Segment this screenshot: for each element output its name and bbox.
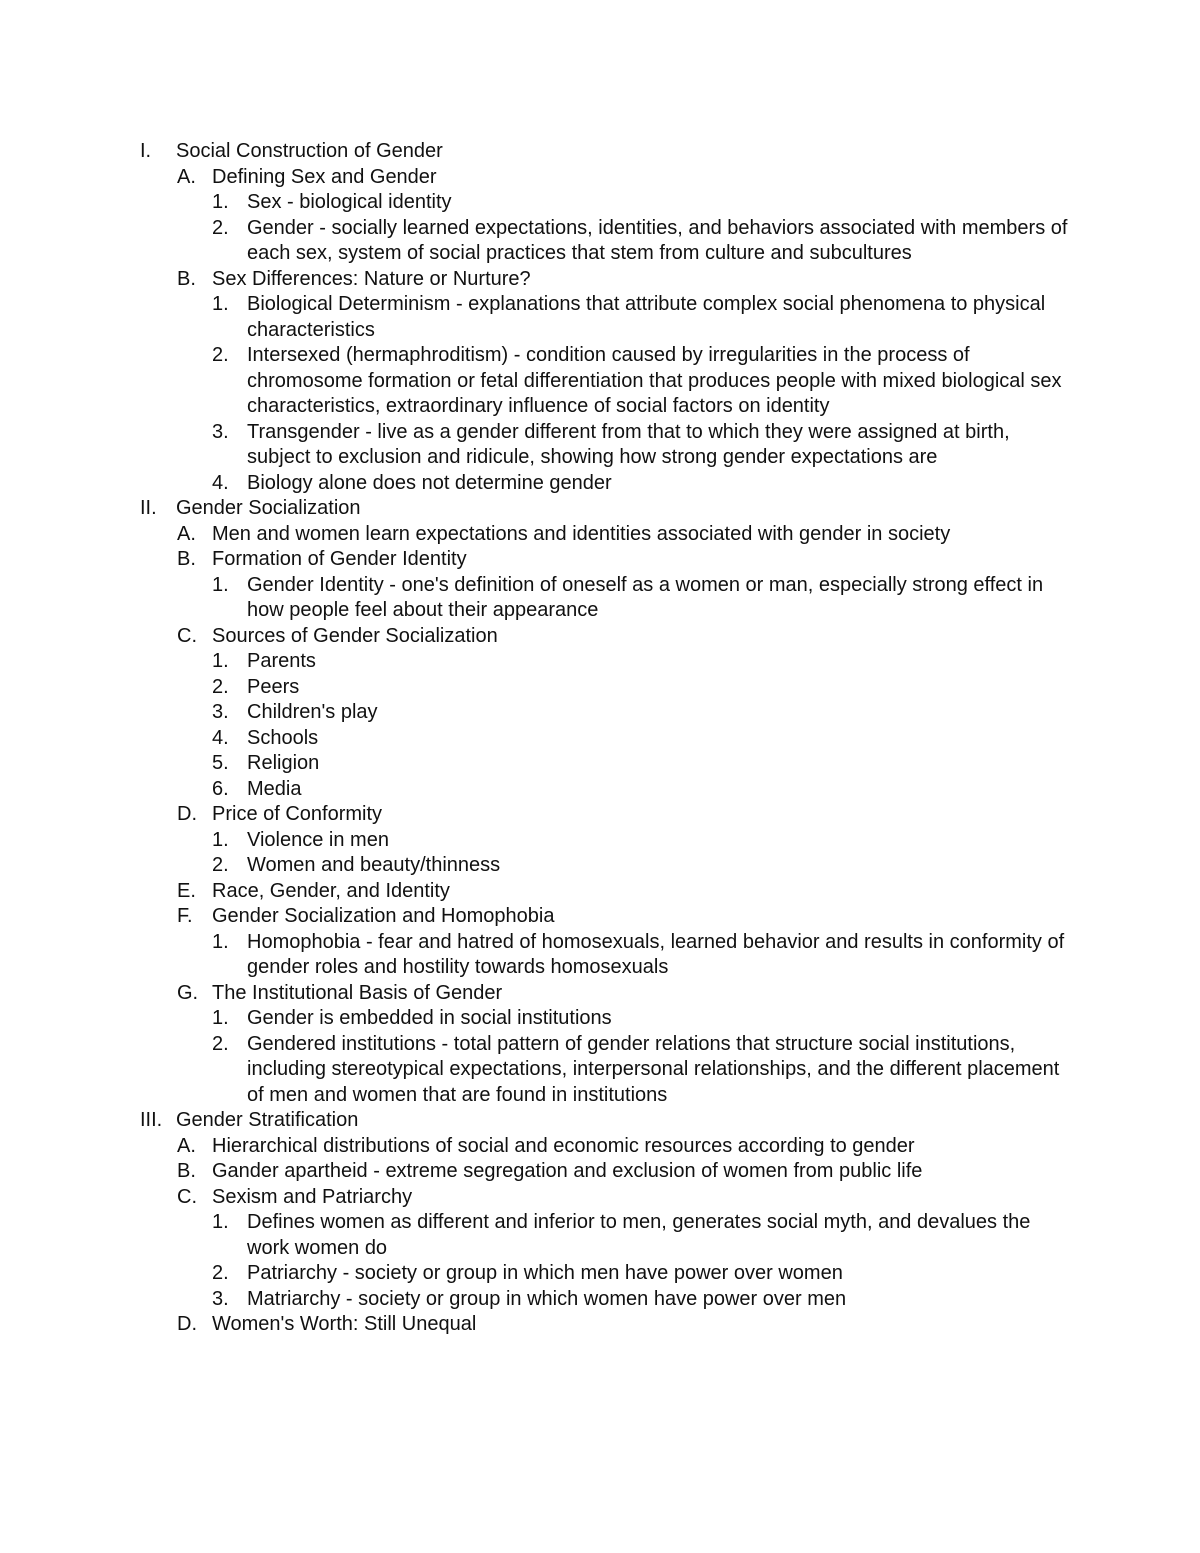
outline-item-level-3: [0, 420, 1200, 471]
outline-marker: 1.: [212, 930, 229, 953]
outline-marker: 4.: [212, 726, 229, 749]
outline-text: Children's play: [247, 701, 378, 723]
outline-text: Intersexed (hermaphroditism) - condition caused by irregularities in the process of chromosome formation or fetal differentiation that produces people with mixed biological sex characteristics, extraordinary influence of social factors on identity: [247, 344, 1062, 417]
outline-marker: 2.: [212, 854, 229, 876]
outline-marker: 2.: [212, 1262, 229, 1284]
outline-text: Gender is embedded in social institutions: [247, 1007, 612, 1029]
outline-marker: B.: [177, 1160, 196, 1182]
outline-text: Religion: [247, 752, 320, 774]
outline-text: Social Construction of Gender: [176, 140, 443, 162]
outline-marker: A.: [177, 1134, 196, 1157]
outline-text: Gendered institutions - total pattern of gender relations that structure social institutions, including stereotypical expectations, interpersonal relationships, and the different placement of men and women that are found in institutions: [247, 1032, 1060, 1106]
outline-marker: 1.: [212, 293, 229, 315]
outline-item-level-2: [0, 624, 1200, 650]
outline-item-level-3: [0, 828, 1200, 854]
outline-marker: 2.: [212, 1032, 229, 1055]
outline-text: Gander apartheid - extreme segregation and exclusion of women from public life: [212, 1160, 923, 1182]
outline-item-level-3: [0, 471, 1200, 497]
outline-item-level-2: [0, 1185, 1200, 1211]
outline-document: [0, 139, 1200, 1338]
outline-marker: 3.: [212, 1287, 229, 1310]
outline-text: Gender Socialization: [176, 497, 361, 519]
outline-item-level-3: [0, 700, 1200, 726]
outline-marker: 1.: [212, 1007, 229, 1029]
outline-item-level-3: [0, 649, 1200, 675]
outline-marker: D.: [177, 1313, 197, 1335]
outline-marker: 4.: [212, 471, 229, 494]
outline-text: Race, Gender, and Identity: [212, 879, 450, 902]
outline-text: Sex Differences: Nature or Nurture?: [212, 267, 531, 290]
outline-item-level-2: [0, 547, 1200, 573]
outline-text: Defining Sex and Gender: [212, 165, 437, 188]
outline-marker: 1.: [212, 828, 229, 851]
outline-item-level-2: [0, 1312, 1200, 1338]
outline-item-level-2: [0, 1159, 1200, 1185]
outline-item-level-3: [0, 1032, 1200, 1109]
outline-text: Parents: [247, 650, 316, 672]
outline-item-level-3: [0, 573, 1200, 624]
outline-text: Gender Socialization and Homophobia: [212, 905, 555, 927]
outline-marker: 2.: [212, 675, 229, 698]
outline-item-level-3: [0, 1210, 1200, 1261]
outline-item-level-2: [0, 981, 1200, 1007]
outline-item-level-2: [0, 802, 1200, 828]
outline-marker: 2.: [212, 344, 229, 366]
outline-marker: 1.: [212, 573, 229, 596]
outline-text: Sexism and Patriarchy: [212, 1185, 413, 1208]
outline-marker: 3.: [212, 701, 229, 723]
outline-item-level-2: [0, 904, 1200, 930]
outline-marker: I.: [140, 140, 152, 162]
outline-item-level-1: [0, 1108, 1200, 1134]
outline-marker: F.: [177, 905, 193, 927]
outline-text: Defines women as different and inferior to men, generates social myth, and devalues the work women do: [247, 1211, 1031, 1259]
outline-item-level-1: [0, 139, 1200, 165]
outline-text: Schools: [247, 726, 319, 749]
outline-item-level-3: [0, 675, 1200, 701]
outline-text: Transgender - live as a gender different from that to which they were assigned at birth, subject to exclusion and ridicule, showing how strong gender expectations are: [247, 420, 1010, 468]
outline-item-level-3: [0, 1261, 1200, 1287]
outline-text: Peers: [247, 675, 300, 698]
outline-text: Women and beauty/thinness: [247, 854, 501, 876]
outline-item-level-3: [0, 777, 1200, 803]
outline-item-level-3: [0, 1006, 1200, 1032]
outline-marker: C.: [177, 1185, 197, 1208]
outline-item-level-3: [0, 190, 1200, 216]
outline-item-level-1: [0, 496, 1200, 522]
outline-text: Sources of Gender Socialization: [212, 624, 498, 647]
outline-text: Hierarchical distributions of social and economic resources according to gender: [212, 1134, 915, 1157]
outline-item-level-3: [0, 292, 1200, 343]
outline-marker: A.: [177, 165, 196, 188]
outline-marker: 2.: [212, 216, 229, 239]
outline-marker: 3.: [212, 420, 229, 443]
outline-marker: B.: [177, 267, 196, 290]
outline-text: Sex - biological identity: [247, 191, 452, 213]
outline-text: Biology alone does not determine gender: [247, 471, 612, 494]
outline-item-level-3: [0, 751, 1200, 777]
outline-text: Price of Conformity: [212, 803, 383, 825]
outline-marker: B.: [177, 548, 196, 570]
outline-marker: 6.: [212, 777, 229, 800]
outline-marker: D.: [177, 803, 197, 825]
outline-text: Media: [247, 777, 302, 800]
outline-item-level-3: [0, 1287, 1200, 1313]
outline-item-level-2: [0, 267, 1200, 293]
outline-item-level-3: [0, 343, 1200, 420]
outline-marker: A.: [177, 522, 196, 545]
outline-item-level-3: [0, 853, 1200, 879]
outline-marker: C.: [177, 624, 197, 647]
outline-marker: E.: [177, 879, 196, 902]
outline-text: Matriarchy - society or group in which women have power over men: [247, 1287, 847, 1310]
outline-text: Patriarchy - society or group in which men have power over women: [247, 1262, 843, 1284]
outline-text: Women's Worth: Still Unequal: [212, 1313, 477, 1335]
outline-item-level-2: [0, 879, 1200, 905]
outline-marker: 1.: [212, 191, 229, 213]
outline-text: Biological Determinism - explanations that attribute complex social phenomena to physical characteristics: [247, 293, 1046, 341]
outline-text: Homophobia - fear and hatred of homosexuals, learned behavior and results in conformity of gender roles and hostility towards homosexuals: [247, 930, 1065, 978]
outline-text: Formation of Gender Identity: [212, 548, 467, 570]
outline-item-level-3: [0, 726, 1200, 752]
outline-text: The Institutional Basis of Gender: [212, 981, 503, 1004]
outline-item-level-2: [0, 1134, 1200, 1160]
outline-marker: II.: [140, 497, 157, 519]
outline-item-level-2: [0, 522, 1200, 548]
outline-marker: 5.: [212, 752, 229, 774]
outline-text: Gender Stratification: [176, 1109, 359, 1131]
outline-item-level-2: [0, 165, 1200, 191]
outline-text: Gender - socially learned expectations, identities, and behaviors associated with members of each sex, system of social practices that stem from culture and subcultures: [247, 216, 1068, 264]
outline-marker: 1.: [212, 650, 229, 672]
outline-item-level-3: [0, 930, 1200, 981]
outline-item-level-3: [0, 216, 1200, 267]
outline-text: Gender Identity - one's definition of oneself as a women or man, especially strong effect in how people feel about their appearance: [247, 573, 1044, 621]
outline-marker: 1.: [212, 1211, 229, 1233]
outline-marker: G.: [177, 981, 199, 1004]
outline-text: Men and women learn expectations and identities associated with gender in society: [212, 522, 951, 545]
outline-marker: III.: [140, 1109, 163, 1131]
outline-text: Violence in men: [247, 828, 389, 851]
